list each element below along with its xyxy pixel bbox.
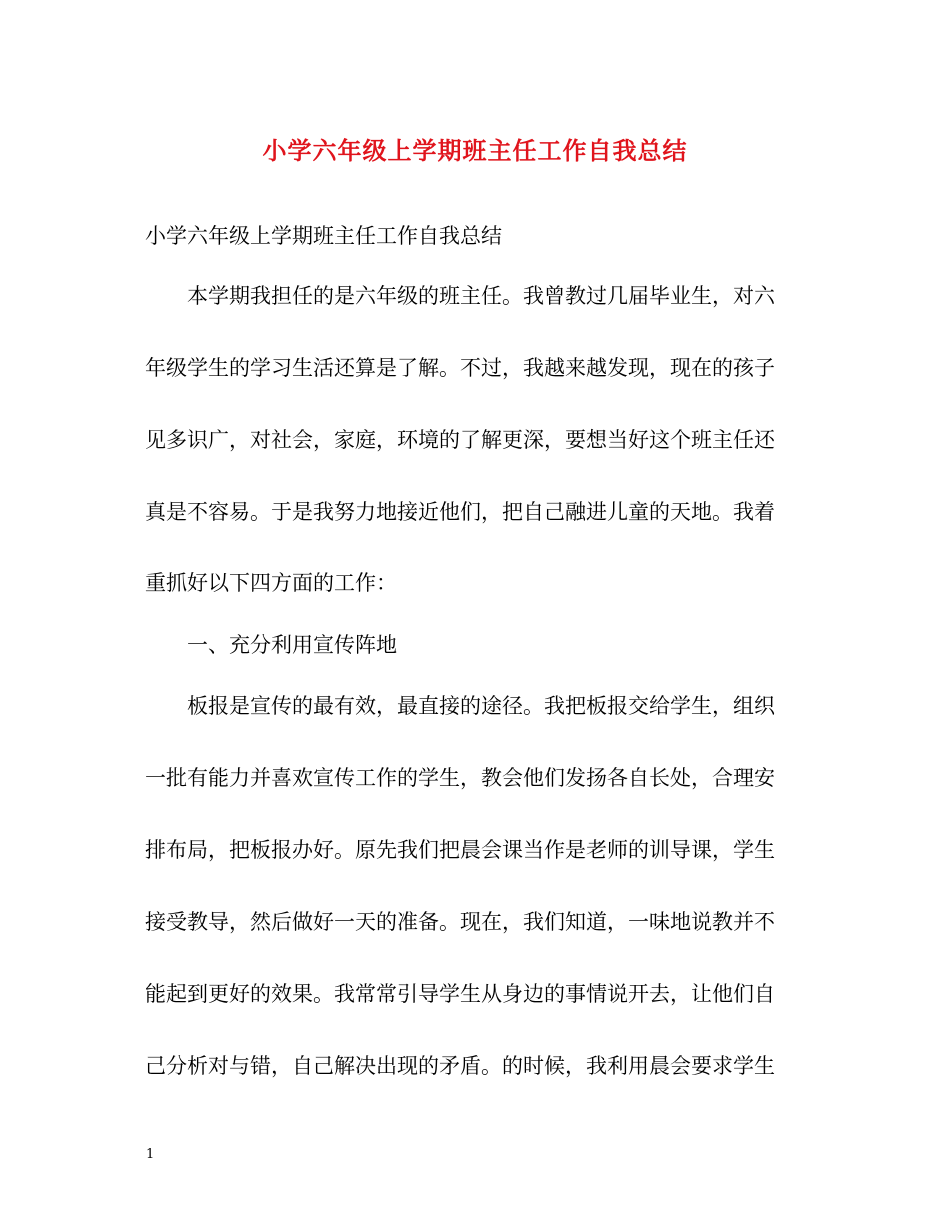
paragraph-line: 年级学生的学习生活还算是了解。不过，我越来越发现，现在的孩子 bbox=[145, 356, 775, 380]
paragraph-line: 本学期我担任的是六年级的班主任。我曾教过几届毕业生，对六 bbox=[187, 284, 775, 308]
paragraph-line: 见多识广，对社会，家庭，环境的了解更深，要想当好这个班主任还 bbox=[145, 428, 775, 452]
paragraph-line: 排布局，把板报办好。原先我们把晨会课当作是老师的训导课，学生 bbox=[145, 838, 775, 862]
paragraph-line: 板报是宣传的最有效，最直接的途径。我把板报交给学生，组织 bbox=[187, 694, 775, 718]
paragraph-line: 己分析对与错，自己解决出现的矛盾。的时候，我利用晨会要求学生 bbox=[145, 1054, 775, 1078]
document-subtitle: 小学六年级上学期班主任工作自我总结 bbox=[145, 224, 502, 248]
paragraph-line: 真是不容易。于是我努力地接近他们，把自己融进儿童的天地。我着 bbox=[145, 500, 775, 524]
paragraph-line: 重抓好以下四方面的工作： bbox=[145, 571, 397, 595]
paragraph-line: 一批有能力并喜欢宣传工作的学生，教会他们发扬各自长处，合理安 bbox=[145, 766, 775, 790]
document-title: 小学六年级上学期班主任工作自我总结 bbox=[262, 136, 688, 165]
section-heading: 一、充分利用宣传阵地 bbox=[187, 633, 397, 657]
paragraph-line: 能起到更好的效果。我常常引导学生从身边的事情说开去，让他们自 bbox=[145, 982, 775, 1006]
page-number: 1 bbox=[146, 1147, 155, 1162]
paragraph-line: 接受教导，然后做好一天的准备。现在，我们知道，一味地说教并不 bbox=[145, 910, 775, 934]
